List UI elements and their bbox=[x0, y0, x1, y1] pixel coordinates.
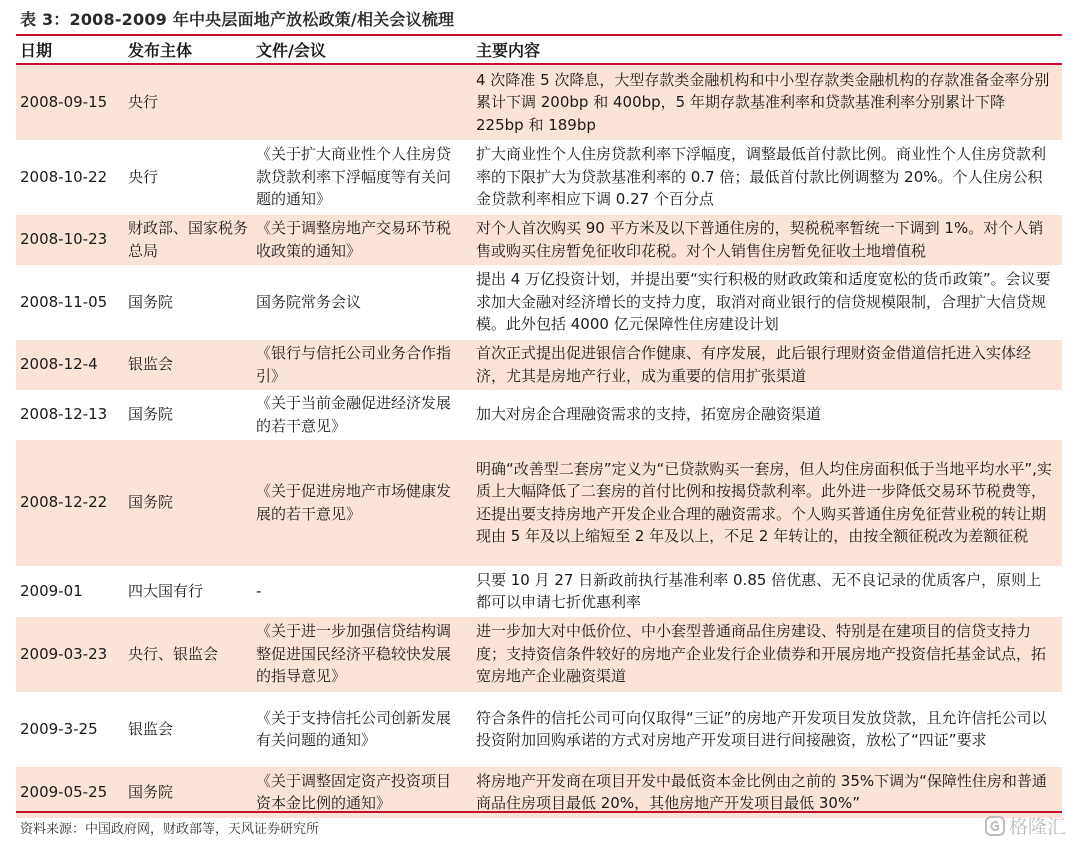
row-document: 《关于支持信托公司创新发展有关问题的通知》 bbox=[252, 692, 472, 766]
row-date: 2008-12-13 bbox=[16, 390, 124, 439]
row-content: 符合条件的信托公司可向仅取得“三证”的房地产开发项目发放贷款，且允许信托公司以投资附加回购承诺的方式对房地产开发项目进行间接融资，放松了“四证”要求 bbox=[472, 692, 1062, 766]
header-content: 主要内容 bbox=[472, 35, 1062, 64]
row-document: 《关于当前金融促进经济发展的若干意见》 bbox=[252, 390, 472, 439]
table-header-row bbox=[16, 35, 1062, 64]
row-content: 4 次降准 5 次降息，大型存款类金融机构和中小型存款类金融机构的存款准备金率分别累计下调 200bp 和 400bp，5 年期存款基准利率和贷款基准利率分别累计下降 225bp 和 189bp bbox=[472, 64, 1062, 140]
row-document: 《关于扩大商业性个人住房贷款贷款利率下浮幅度等有关问题的通知》 bbox=[252, 140, 472, 214]
row-issuer: 国务院 bbox=[124, 766, 252, 818]
row-issuer: 银监会 bbox=[124, 692, 252, 766]
row-date: 2008-10-22 bbox=[16, 140, 124, 214]
row-content: 进一步加大对中低价位、中小套型普通商品住房建设、特别是在建项目的信贷支持力度；支持资信条件较好的房地产企业发行企业债券和开展房地产投资信托基金试点，拓宽房地产企业融资渠道 bbox=[472, 616, 1062, 692]
row-date: 2008-12-22 bbox=[16, 439, 124, 566]
row-issuer: 央行 bbox=[124, 140, 252, 214]
table-bottom-rule bbox=[16, 811, 1062, 813]
row-document: 《关于调整固定资产投资项目资本金比例的通知》 bbox=[252, 766, 472, 818]
table-row bbox=[16, 566, 1062, 616]
row-content: 对个人首次购买 90 平方米及以下普通住房的，契税税率暂统一下调到 1%。对个人销售或购买住房暂免征收印花税。对个人销售住房暂免征收土地增值税 bbox=[472, 214, 1062, 265]
table-row bbox=[16, 140, 1062, 214]
row-issuer: 四大国有行 bbox=[124, 566, 252, 616]
table-row bbox=[16, 265, 1062, 339]
row-date: 2009-3-25 bbox=[16, 692, 124, 766]
row-issuer: 央行、银监会 bbox=[124, 616, 252, 692]
row-date: 2009-03-23 bbox=[16, 616, 124, 692]
watermark-text: 格隆汇 bbox=[1008, 816, 1066, 838]
row-content: 加大对房企合理融资需求的支持，拓宽房企融资渠道 bbox=[472, 390, 1062, 439]
row-date: 2008-12-4 bbox=[16, 339, 124, 390]
row-document: - bbox=[252, 566, 472, 616]
table-title: 表 3：2008-2009 年中央层面地产放松政策/相关会议梳理 bbox=[20, 10, 455, 29]
header-issuer: 发布主体 bbox=[124, 35, 252, 64]
row-issuer: 央行 bbox=[124, 64, 252, 140]
watermark-logo-icon bbox=[984, 815, 1006, 837]
header-date: 日期 bbox=[16, 35, 124, 64]
source-note: 资料来源：中国政府网，财政部等，天风证券研究所 bbox=[20, 822, 320, 837]
row-document: 《银行与信托公司业务合作指引》 bbox=[252, 339, 472, 390]
row-document: 《关于促进房地产市场健康发展的若干意见》 bbox=[252, 439, 472, 566]
table-row bbox=[16, 214, 1062, 265]
row-date: 2009-05-25 bbox=[16, 766, 124, 818]
row-issuer: 国务院 bbox=[124, 390, 252, 439]
row-content: 首次正式提出促进银信合作健康、有序发展，此后银行理财资金借道信托进入实体经济，尤其是房地产行业，成为重要的信用扩张渠道 bbox=[472, 339, 1062, 390]
row-content: 提出 4 万亿投资计划，并提出要“实行积极的财政政策和适度宽松的货币政策”。会议要求加大金融对经济增长的支持力度，取消对商业银行的信贷规模限制，合理扩大信贷规模。此外包括 4000 亿元保障性住房建设计划 bbox=[472, 265, 1062, 339]
row-issuer: 国务院 bbox=[124, 439, 252, 566]
header-document: 文件/会议 bbox=[252, 35, 472, 64]
row-document: 国务院常务会议 bbox=[252, 265, 472, 339]
row-content: 将房地产开发商在项目开发中最低资本金比例由之前的 35%下调为“保障性住房和普通商品住房项目最低 20%，其他房地产开发项目最低 30%” bbox=[472, 766, 1062, 818]
row-issuer: 财政部、国家税务总局 bbox=[124, 214, 252, 265]
table-row bbox=[16, 439, 1062, 566]
policy-table bbox=[16, 34, 1062, 819]
row-content: 只要 10 月 27 日新政前执行基准利率 0.85 倍优惠、无不良记录的优质客户，原则上都可以申请七折优惠利率 bbox=[472, 566, 1062, 616]
row-document: 《关于进一步加强信贷结构调整促进国民经济平稳较快发展的指导意见》 bbox=[252, 616, 472, 692]
row-content: 明确“改善型二套房”定义为“已贷款购买一套房，但人均住房面积低于当地平均水平”,实质上大幅降低了二套房的首付比例和按揭贷款利率。此外进一步降低交易环节税费等，还提出要支持房地产开发企业合理的融资需求。个人购买普通住房免征营业税的转让期现由 5 年及以上缩短至 2 年及以上，不足 2 年转让的，由按全额征税改为差额征税 bbox=[472, 439, 1062, 566]
row-content: 扩大商业性个人住房贷款利率下浮幅度，调整最低首付款比例。商业性个人住房贷款利率的下限扩大为贷款基准利率的 0.7 倍；最低首付款比例调整为 20%。个人住房公积金贷款利率相应下调 0.27 个百分点 bbox=[472, 140, 1062, 214]
row-date: 2009-01 bbox=[16, 566, 124, 616]
row-date: 2008-11-05 bbox=[16, 265, 124, 339]
table-row bbox=[16, 692, 1062, 766]
row-document: 《关于调整房地产交易环节税收政策的通知》 bbox=[252, 214, 472, 265]
watermark bbox=[984, 812, 1066, 839]
row-date: 2008-09-15 bbox=[16, 64, 124, 140]
row-issuer: 国务院 bbox=[124, 265, 252, 339]
row-document bbox=[252, 64, 472, 140]
row-date: 2008-10-23 bbox=[16, 214, 124, 265]
table-row bbox=[16, 64, 1062, 140]
table-row bbox=[16, 616, 1062, 692]
row-issuer: 银监会 bbox=[124, 339, 252, 390]
table-row bbox=[16, 339, 1062, 390]
table-row bbox=[16, 390, 1062, 439]
